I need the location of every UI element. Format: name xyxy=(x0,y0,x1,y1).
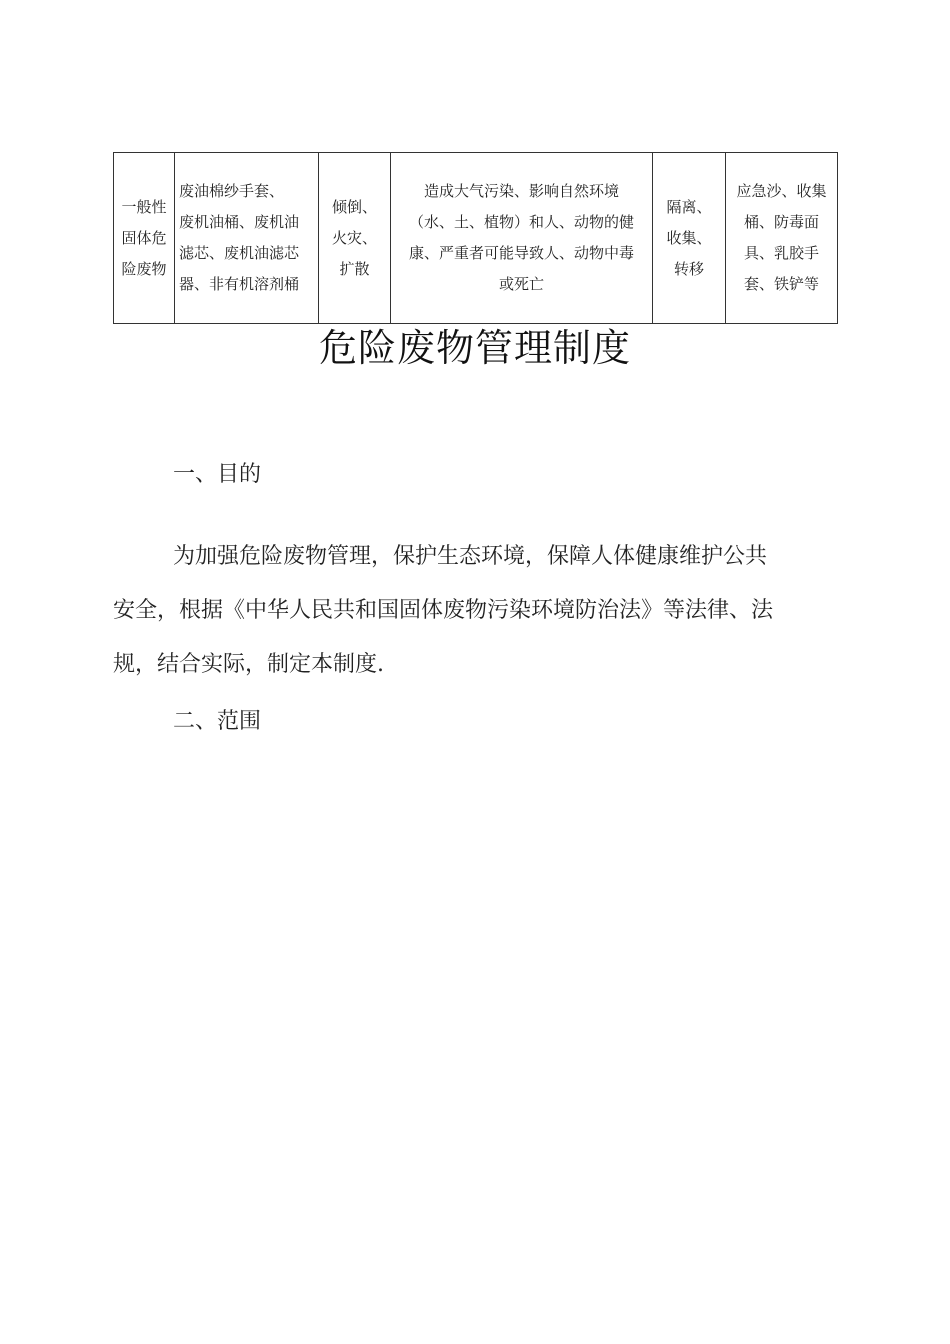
waste-type-text: 一般性 固体危 险废物 xyxy=(121,197,167,278)
document-title: 危险废物管理制度 xyxy=(318,326,631,370)
risk-text: 倾倒、 火灾、 扩散 xyxy=(331,197,377,278)
waste-type-cell xyxy=(114,153,175,324)
paragraph-line: 安全，根据《中华人民共和国固体废物污染环境防治法》等法律、法 xyxy=(113,598,774,623)
table-row xyxy=(114,153,838,324)
paragraph-line: 为加强危险废物管理，保护生态环境，保障人体健康维护公共 xyxy=(173,544,768,569)
hazard-table-container xyxy=(113,152,837,324)
section-heading-purpose: 一、目的 xyxy=(173,462,262,487)
effects-cell xyxy=(391,153,653,324)
equipment-text: 应急沙、收集 桶、防毒面 具、乳胶手 套、铁铲等 xyxy=(736,182,827,293)
purpose-paragraph xyxy=(113,530,837,692)
effects-text: 造成大气污染、影响自然环境 （水、土、植物）和人、动物的健 康、严重者可能导致人、动物中毒 或死亡 xyxy=(408,182,634,293)
waste-items-cell xyxy=(175,153,319,324)
section-heading-scope: 二、范围 xyxy=(173,709,262,734)
hazard-table xyxy=(113,152,838,324)
paragraph-line: 规，结合实际，制定本制度. xyxy=(113,652,384,677)
risk-cell xyxy=(319,153,391,324)
waste-items-text: 废油棉纱手套、 废机油桶、废机油 滤芯、废机油滤芯 器、非有机溶剂桶 xyxy=(179,182,300,293)
measures-text: 隔离、 收集、 转移 xyxy=(666,197,712,278)
measures-cell xyxy=(653,153,726,324)
equipment-cell xyxy=(726,153,838,324)
